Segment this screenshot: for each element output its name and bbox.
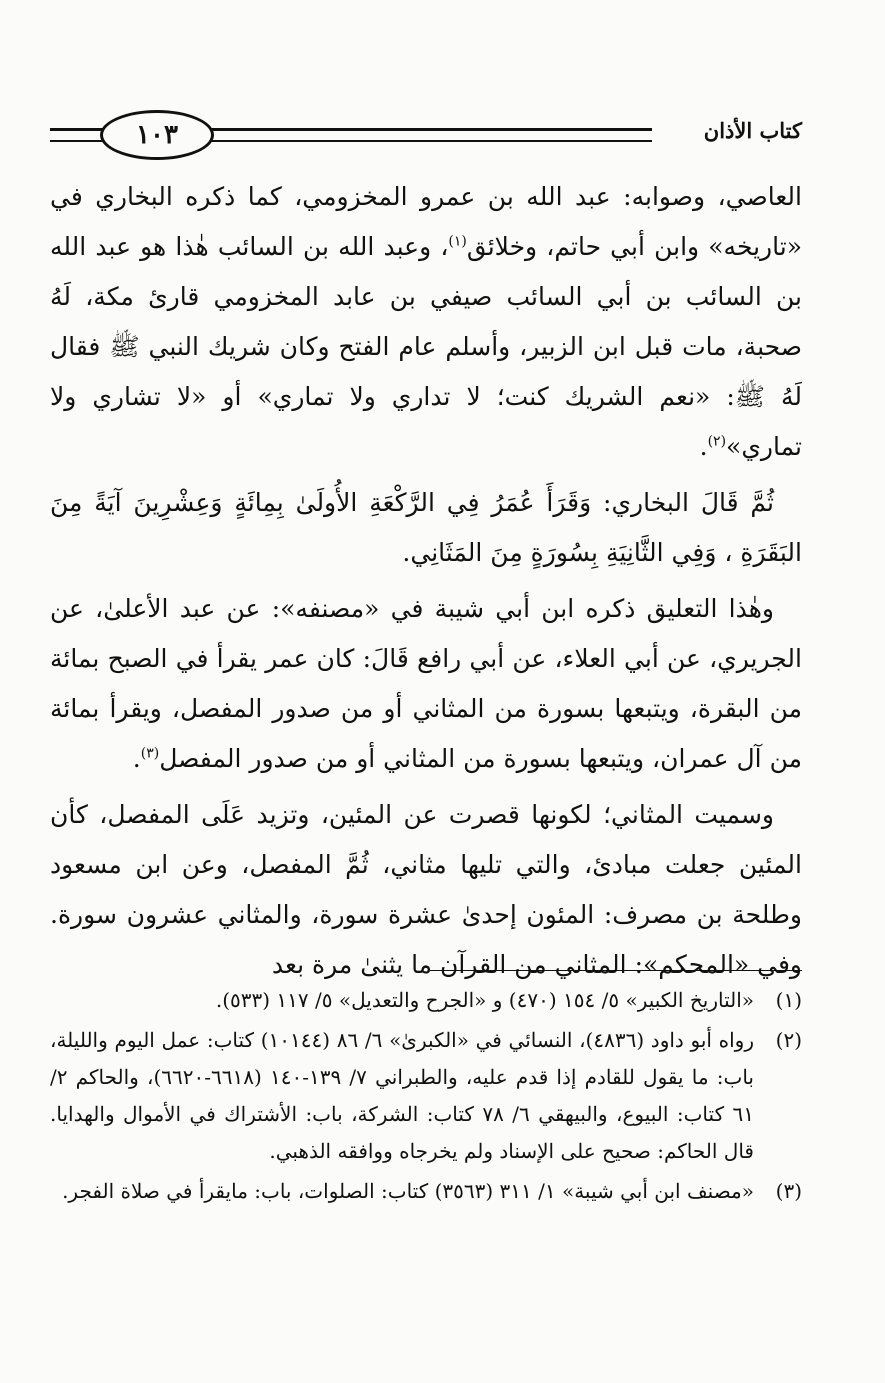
footnote-separator: [430, 970, 802, 971]
footnote-ref: (٣): [140, 745, 160, 762]
chapter-title: كتاب الأذان: [703, 118, 802, 143]
footnote: [50, 1022, 802, 1170]
page-header: [50, 108, 802, 160]
paragraph: العاصي، وصوابه: عبد الله بن عمرو المخزومي، كما ذكره البخاري في «تاريخه» وابن أبي حاتم، وخلائق$^{(١)}$، وعبد الله بن السائب هٰذا هو عبد الله بن السائب بن أبي السائب صيفي بن عابد المخزومي قارئ مكة، لَهُ صحبة، مات قبل ابن الزبير، وأسلم عام الفتح وكان شريك النبي ﷺ فقال لَهُ ﷺ: «نعم الشريك كنت؛ لا تداري ولا تماري» أو «لا تشاري ولا تماري»$^{(٢)}$.: [50, 182, 802, 461]
footnote-ref: (٢): [707, 433, 727, 450]
footnote-number: (١): [775, 988, 802, 1012]
footnote: [50, 982, 802, 1019]
footnotes: [50, 982, 802, 1213]
footnote-text: «مصنف ابن أبي شيبة» ١/ ٣١١ (٣٥٦٣) كتاب: الصلوات، باب: مايقرأ في صلاة الفجر.: [62, 1179, 754, 1203]
main-text: [50, 172, 802, 996]
header-rule: [200, 128, 652, 142]
footnote-number: (٢): [775, 1028, 802, 1052]
footnote-ref: (١): [448, 233, 467, 250]
footnote: [50, 1173, 802, 1210]
paragraph: ثُمَّ قَالَ البخاري: وَقَرَأَ عُمَرُ فِي الرَّكْعَةِ الأُولَىٰ بِمِائَةٍ وَعِشْرِينَ آيَةً مِنَ البَقَرَةِ ، وَفِي الثَّانِيَةِ بِسُورَةٍ مِنَ المَثَانِي.: [50, 488, 802, 567]
paragraph: وهٰذا التعليق ذكره ابن أبي شيبة في «مصنفه»: عن عبد الأعلىٰ، عن الجريري، عن أبي العلاء، عن أبي رافع قَالَ: كان عمر يقرأ في الصبح بمائة من البقرة، ويتبعها بسورة من المثاني أو من صدور المفصل، ويقرأ بمائة من آل عمران، ويتبعها بسورة من المثاني أو من صدور المفصل$^{(٣)}$.: [50, 594, 802, 773]
page-number: ١٠٣: [100, 110, 214, 160]
footnote-number: (٣): [775, 1179, 802, 1203]
footnote-text: رواه أبو داود (٤٨٣٦)، النسائي في «الكبرىٰ» ٦/ ٨٦ (١٠١٤٤) كتاب: عمل اليوم والليلة، باب: ما يقول للقادم إذا قدم عليه، والطبراني ٧/ ١٣٩-١٤٠ (٦٦١٨-٦٦٢٠)، والحاكم ٢/ ٦١ كتاب: البيوع، والبيهقي ٦/ ٧٨ كتاب: الشركة، باب: الأشتراك في الأموال والهدايا. قال الحاكم: صحيح على الإسناد ولم يخرجاه ووافقه الذهبي.: [50, 1028, 754, 1163]
paragraph: وسميت المثاني؛ لكونها قصرت عن المئين، وتزيد عَلَى المفصل، كأن المئين جعلت مبادئ، والتي تليها مثاني، ثُمَّ المفصل، وعن ابن مسعود وطلحة بن مصرف: المئون إحدىٰ عشرة سورة، والمثاني عشرون سورة. وفي «المحكم»: المثاني من القرآن ما يثنىٰ مرة بعد: [50, 800, 802, 979]
footnote-text: «التاريخ الكبير» ٥/ ١٥٤ (٤٧٠) و «الجرح والتعديل» ٥/ ١١٧ (٥٣٣).: [215, 988, 754, 1012]
